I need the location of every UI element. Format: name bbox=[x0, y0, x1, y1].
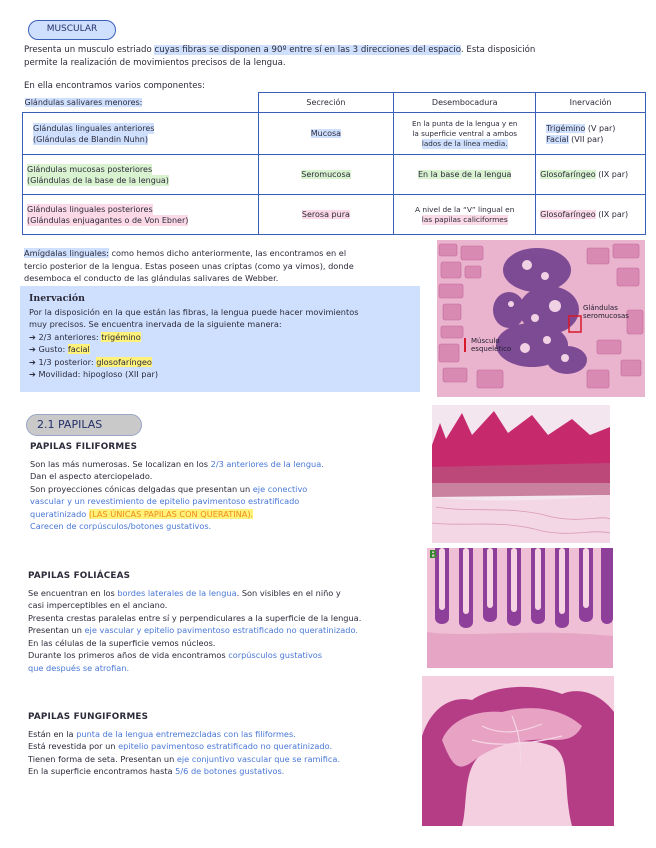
micrograph-foliate-image bbox=[427, 548, 613, 668]
muscular-pill: MUSCULAR bbox=[28, 20, 116, 40]
papilas-section-pill: 2.1 PAPILAS bbox=[26, 414, 142, 436]
micrograph-fungiform-image bbox=[422, 676, 614, 826]
nerve-cell: Glosofaríngeo (IX par) bbox=[536, 195, 646, 235]
gland-name-cell bbox=[23, 155, 259, 195]
glands-label: Glándulas seromucosas bbox=[583, 304, 629, 320]
amigdalas-paragraph bbox=[24, 247, 429, 285]
components-line: En ella encontramos varios componentes: bbox=[24, 81, 205, 91]
table-header-row bbox=[23, 93, 646, 113]
intro-line-1 bbox=[24, 44, 644, 57]
inervacion-line-2: muy precisos. Se encuentra inervada de la siguiente manera: bbox=[29, 319, 282, 329]
filiformes-section: PAPILAS FILIFORMES Son las más numerosas. Se localizan en los 2/3 anteriores de la lengua. Dan el aspecto aterciopelado. Son proyecciones cónicas delgadas que presentan un eje conectivo vascular y un revestimiento de epitelio pavimentoso estratificado queratinizado (LAS ÚNICAS PAPILAS CON QUERATINA). Carecen de corpúsculos/botones gustativos. bbox=[30, 441, 420, 533]
intro-highlight: cuyas fibras se disponen a 90º entre sí en las 3 direcciones del espacio bbox=[154, 45, 461, 55]
row-header-label: Glándulas salivares menores: bbox=[23, 93, 259, 113]
secretion-cell: Serosa pura bbox=[258, 195, 394, 235]
inervacion-item: ➔ 1/3 posterior: glosofaríngeo bbox=[29, 356, 152, 367]
amigdalas-line-3: desemboca el conducto de las glándulas salivares de Webber. bbox=[24, 273, 279, 283]
intro-paragraph bbox=[24, 44, 644, 69]
fungiformes-section: PAPILAS FUNGIFORMES Están en la punta de la lengua entremezcladas con las filiformes. Está revestida por un epitelio pavimentoso estratificado no queratinizado. Tienen forma de seta. Presentan un eje conjuntivo vascular que se ramifica. En la superficie encontramos hasta 5/6 de botones gustativos. bbox=[28, 711, 428, 778]
secretion-cell: Mucosa bbox=[258, 113, 394, 155]
micrograph-filiform-image bbox=[432, 405, 610, 543]
micrograph-filiform bbox=[432, 405, 610, 543]
inervacion-item: ➔ Movilidad: hipogloso (XII par) bbox=[29, 369, 159, 379]
outlet-cell: A nivel de la “V” lingual en las papilas caliciformes bbox=[394, 195, 536, 235]
nerve-cell: Glosofaríngeo (IX par) bbox=[536, 155, 646, 195]
intro-pre: Presenta un musculo estriado bbox=[24, 45, 155, 55]
gland-name: Glándulas linguales posteriores bbox=[27, 204, 153, 214]
fungiformes-title: PAPILAS FUNGIFORMES bbox=[28, 712, 149, 722]
intro-post: . Esta disposición bbox=[460, 45, 536, 55]
panel-b-label: B bbox=[429, 548, 438, 561]
micrograph-foliate bbox=[427, 548, 613, 668]
outlet-cell: En la base de la lengua bbox=[394, 155, 536, 195]
inervacion-item: ➔ Gusto: facial bbox=[29, 344, 90, 354]
micrograph-glands-muscle bbox=[437, 240, 645, 397]
micrograph-fungiform bbox=[422, 676, 614, 826]
nerve-cell: Trigémino (V par) Facial (VII par) bbox=[536, 113, 646, 155]
inervacion-line-1: Por la disposición en la que están las fibras, la lengua puede hacer movimientos bbox=[29, 306, 359, 317]
gland-name: Glándulas linguales anteriores bbox=[33, 123, 155, 133]
gland-alias: (Glándulas enjuagantes o de Von Ebner) bbox=[27, 215, 189, 225]
filiformes-title: PAPILAS FILIFORMES bbox=[30, 442, 138, 452]
intro-line-2: permite la realización de movimientos precisos de la lengua. bbox=[24, 57, 286, 68]
gland-name-cell bbox=[23, 195, 259, 235]
amigdalas-term: Amígdalas linguales: bbox=[24, 248, 109, 258]
foliaceas-section: PAPILAS FOLIÁCEAS Se encuentran en los bordes laterales de la lengua. Son visibles en el niño y casi imperceptibles en el anciano. Presenta crestas paralelas entre sí y perpendiculares a la superficie de la lengua. Presentan un eje vascular y epitelio pavimentoso estratificado no queratinizado. En las células de la superficie vemos núcleos. Durante los primeros años de vida encontramos corpúsculos gustativos que después se atrofian. bbox=[28, 570, 428, 674]
col-header-secretion: Secreción bbox=[258, 93, 394, 113]
table-row bbox=[23, 195, 646, 235]
table-row bbox=[23, 113, 646, 155]
col-header-nerve: Inervación bbox=[536, 93, 646, 113]
gland-alias: (Glándulas de Blandin Nuhn) bbox=[33, 134, 148, 144]
outlet-cell: En la punta de la lengua y en la superficie ventral a ambos lados de la línea media. bbox=[394, 113, 536, 155]
col-header-outlet: Desembocadura bbox=[394, 93, 536, 113]
table-row bbox=[23, 155, 646, 195]
inervacion-item: ➔ 2/3 anteriores: trigémino bbox=[29, 331, 141, 342]
foliaceas-title: PAPILAS FOLIÁCEAS bbox=[28, 571, 131, 581]
gland-name-cell bbox=[23, 113, 259, 155]
muscle-label: Músculo esquelético bbox=[471, 337, 512, 353]
gland-name: Glándulas mucosas posteriores bbox=[27, 164, 153, 174]
inervacion-title: Inervación bbox=[29, 293, 85, 304]
secretion-cell: Seromucosa bbox=[258, 155, 394, 195]
amigdalas-line-1: como hemos dicho anteriormente, las encontramos en el bbox=[108, 248, 347, 258]
glands-table bbox=[22, 92, 646, 235]
inervacion-box bbox=[20, 286, 420, 392]
amigdalas-line-2: tercio posterior de la lengua. Estas poseen unas criptas (como ya vimos), donde bbox=[24, 260, 354, 271]
gland-alias: (Glándulas de la base de la lengua) bbox=[27, 175, 169, 185]
